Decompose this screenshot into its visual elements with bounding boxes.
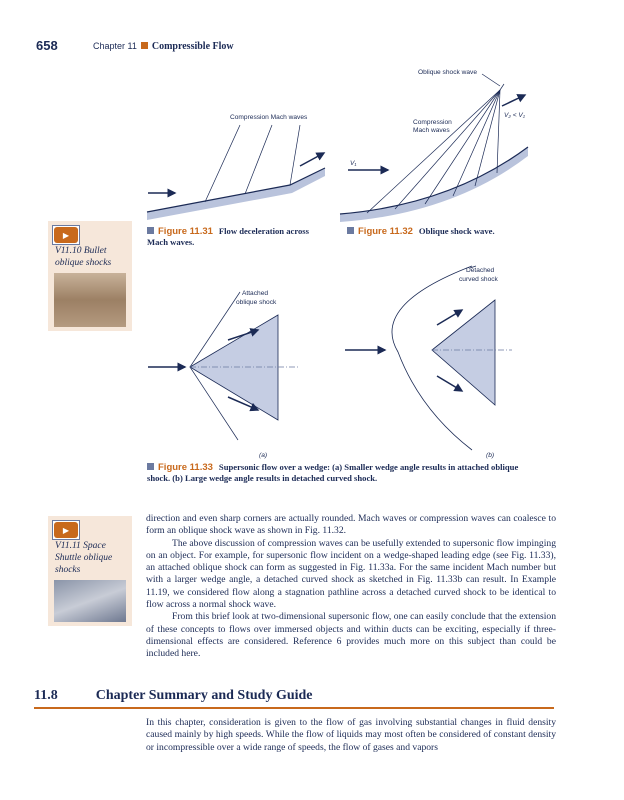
video-sidebar-2 [48, 516, 132, 626]
flow-arrow [502, 95, 525, 106]
paragraph: The above discussion of compression waves can be usefully extended to supersonic flow impinging on an object. For example, for supersonic flow incident on a wedge-shaped leading edge (see Fig. 11.33), an attached oblique shock can form as suggested in Fig. 11.33a. For the same incident Mach number but with a larger wedge angle, a detached curved shock as sketched in Fig. 11.33b can result. In Example 11.19, we considered flow along a stagnation pathline across a detached curved shock to be identical to flow across a normal shock wave. [146, 537, 556, 611]
body-text [146, 513, 556, 661]
figure-number: Figure 11.31 [158, 226, 213, 237]
section-title: Chapter Summary and Study Guide [95, 688, 313, 703]
play-video-button[interactable] [52, 520, 80, 540]
caption-text: Supersonic flow over a wedge: (a) Smaller wedge angle results in attached oblique shock. (b) Large wedge angle results in detached curved shock. [147, 462, 519, 483]
caption-text: Flow deceleration across Mach waves. [147, 226, 309, 247]
label-a: (a) [259, 452, 268, 459]
figure-number: Figure 11.33 [158, 462, 213, 473]
wall-line [147, 168, 325, 212]
play-icon: ▶ [54, 522, 78, 538]
chapter-title: Compressible Flow [151, 41, 234, 52]
video-thumbnail[interactable] [54, 580, 126, 622]
caption-text: Oblique shock wave. [418, 226, 495, 236]
mach-wave [245, 125, 272, 194]
section-number: 11.8 [34, 688, 58, 703]
mach-wave [290, 125, 300, 185]
figure-11-31-caption [147, 226, 327, 248]
figure-number: Figure 11.32 [358, 226, 413, 237]
mach-wave [205, 125, 240, 202]
label-compression: Compression [413, 119, 452, 126]
flow-arrow [300, 153, 324, 166]
flow-arrow [437, 310, 462, 325]
wedge [190, 315, 278, 420]
video-sidebar-1 [48, 221, 132, 331]
play-icon: ▶ [54, 227, 78, 243]
wedge [432, 300, 495, 405]
video-title: V11.10 Bullet oblique shocks [55, 246, 112, 268]
square-bullet-icon [347, 227, 354, 234]
play-video-button[interactable] [52, 225, 80, 245]
section-heading [34, 688, 351, 704]
label-oblique-shock: oblique shock [236, 299, 277, 306]
figure-11-31-diagram [147, 114, 325, 220]
section-rule [34, 707, 554, 709]
label-detached: Detached [466, 267, 495, 274]
video-thumbnail[interactable] [54, 273, 126, 327]
paragraph: From this brief look at two-dimensional supersonic flow, one can easily conclude that the extension of these concepts to flows over immersed objects and within ducts can be exciting, especially if three-dimensional effects are considered. Reference 6 provides much more on this subject than could be included here. [146, 611, 556, 660]
figure-11-33a-diagram [148, 290, 300, 459]
chapter-label: Chapter 11 [93, 41, 137, 51]
square-bullet-icon [147, 463, 154, 470]
page-number: 658 [36, 38, 58, 53]
square-bullet-icon [147, 227, 154, 234]
paragraph: direction and even sharp corners are actually rounded. Mach waves or compression waves can coalesce to form an oblique shock wave as shown in Fig. 11.32. [146, 513, 556, 537]
label-mach-waves: Mach waves [413, 127, 450, 134]
label-v2-less-than-v1: V₂ < V₁ [504, 112, 525, 119]
video-title: V11.11 Space Shuttle oblique shocks [55, 541, 113, 575]
label-v1: V₁ [350, 160, 357, 167]
flow-arrow [437, 376, 462, 391]
label-compression-mach-waves: Compression Mach waves [230, 114, 308, 121]
figure-11-33b-diagram [345, 266, 512, 459]
section-text: In this chapter, consideration is given to the flow of gas involving substantial changes in fluid density caused mainly by high speeds. While the flow of liquids may most often be considered of constant density or incompressible over a wide range of speeds, the flow of gases and vapors [146, 717, 556, 753]
label-curved-shock: curved shock [459, 276, 498, 283]
figure-11-32-diagram [340, 69, 528, 222]
label-b: (b) [486, 452, 495, 459]
label-attached: Attached [242, 290, 269, 297]
label-oblique-shock-wave: Oblique shock wave [418, 69, 478, 76]
mach-waves [367, 74, 504, 213]
figure-11-32-caption [347, 226, 547, 237]
wall-surface [147, 168, 325, 220]
figure-11-33-caption [147, 462, 522, 484]
